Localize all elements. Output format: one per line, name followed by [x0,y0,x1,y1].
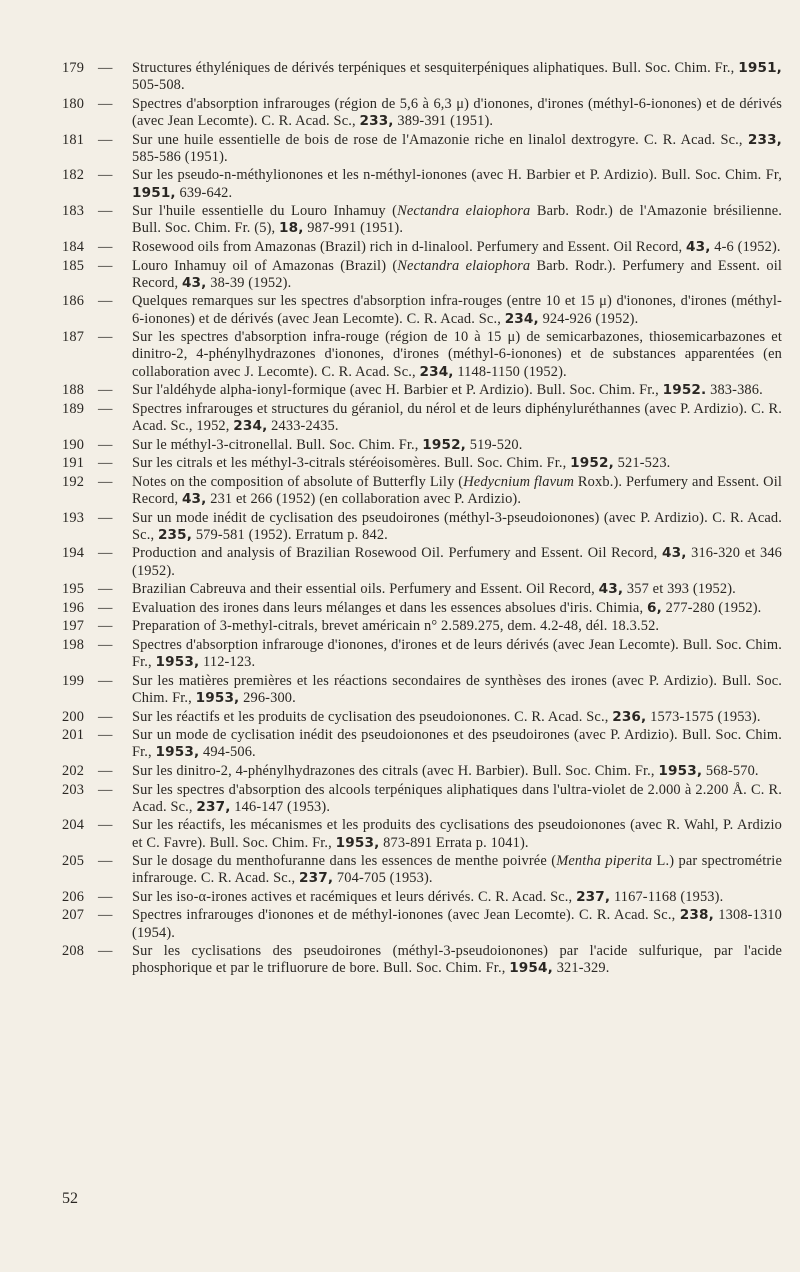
citation-volume: 234, [504,310,539,327]
entry-citation [132,709,782,726]
citation-volume: 237, [196,798,231,815]
entry-citation [132,239,782,256]
citation-volume: 18, [279,220,304,237]
citation-text: Notes on the composition of absolute of Butterfly Lily ( [132,473,464,490]
bibliography-entry [62,581,782,598]
citation-volume: 1953, [155,654,200,671]
citation-text: Sur un mode inédit de cyclisation des pseudoirones (méthyl-3-pseudoionones) (avec P. Ardizio). C. R. Acad. Sc., [132,509,782,543]
entry-number: 198 [62,636,85,653]
entry-number: 206 [62,888,85,905]
bibliography-entry [62,401,782,435]
bibliography-entry [62,382,782,399]
citation-text: 316-320 et 346 (1952). [132,545,783,579]
citation-text: Spectres infrarouges et structures du géraniol, du nérol et de leurs diphényluréthannes (avec P. Ardizio). C. R. Acad. Sc., 1952, [132,400,782,434]
citation-volume: 1953, [195,689,240,706]
entry-citation [132,943,782,977]
entry-dash: — [98,599,113,616]
citation-text: Sur les cyclisations des pseudoirones (méthyl-3-pseudoionones) par l'acide sulfurique, par l'acide phosphorique et par le trifluorure de bore. Bull. Soc. Chim. Fr., [132,943,782,977]
entry-citation [132,817,782,851]
entry-citation [132,782,782,816]
citation-text: Structures éthyléniques de dérivés terpéniques et sesquiterpéniques aliphatiques. Bull. Soc. Chim. Fr., [132,60,739,76]
citation-text: 296-300. [239,689,296,706]
citation-text: 277-280 (1952). [661,599,762,616]
citation-volume: 43, [598,581,624,598]
entry-dash: — [98,60,113,76]
entry-citation [132,96,782,130]
citation-text: Sur l'huile essentielle du Louro Inhamuy ( [132,203,398,220]
citation-text: Sur les spectres d'absorption infra-rouge (région de 10 à 15 μ) de semicarbazones, thiosemicarbazones et dinitro-2, 4-phénylhydrazones d'ionones, d'irones (méthyl-6-ionones) et de substances apparentées (en collaboration avec J. Lecomte). C. R. Acad. Sc., [132,329,782,380]
entry-citation [132,258,782,292]
bibliography-entry [62,782,782,816]
entry-number: 202 [62,762,85,779]
entry-number: 179 [62,60,85,76]
citation-species-name: Nectandra elaiophora [397,203,531,220]
citation-text: Sur les matières premières et les réactions secondaires de synthèses des irones (avec P. Ardizio). Bull. Soc. Chim. Fr., [132,672,782,706]
entry-citation [132,763,782,780]
citation-text: Production and analysis of Brazilian Rosewood Oil. Perfumery and Essent. Oil Record, [132,545,662,562]
citation-text: 873-891 Errata p. 1041). [379,834,529,851]
entry-citation [132,727,782,761]
citation-text: Sur les spectres d'absorption des alcools terpéniques aliphatiques dans l'ultra-violet de 2.000 à 2.200 Å. C. R. Acad. Sc., [132,781,782,815]
citation-volume: 237, [576,888,611,905]
entry-number: 194 [62,545,85,562]
citation-text: Spectres d'absorption infrarouges (région de 5,6 à 6,3 μ) d'ionones, d'irones (méthyl-6-ionones) et de dérivés (avec Jean Lecomte). C. R. Acad. Sc., [132,95,782,129]
entry-dash: — [98,636,113,653]
entry-number: 180 [62,95,85,112]
bibliography-entry [62,455,782,472]
bibliography-entry [62,239,782,256]
entry-dash: — [98,545,113,562]
entry-citation [132,401,782,435]
bibliography-entry [62,510,782,544]
entry-dash: — [98,238,113,255]
bibliography-entry [62,329,782,381]
citation-text: 639-642. [175,184,233,201]
entry-citation [132,637,782,671]
citation-text: Barb. Rodr.) de l'Amazonie brésilienne. Bull. Soc. Chim. Fr. (5), [132,203,782,237]
citation-text: 146-147 (1953). [230,798,331,815]
entry-citation [132,853,782,887]
entry-dash: — [98,907,113,924]
citation-volume: 233, [359,113,394,129]
citation-text: 579-581 (1952). Erratum p. 842. [192,526,388,543]
citation-text: L.) par spectrométrie infrarouge. C. R. Acad. Sc., [132,853,782,887]
entry-citation [132,329,782,381]
citation-text: 585-586 (1951). [132,148,228,165]
citation-volume: 1951, [132,184,176,201]
bibliography-entry [62,727,782,761]
citation-text: Spectres d'absorption infrarouge d'ionones, d'irones et de leurs dérivés (avec Jean Lecomte). Bull. Soc. Chim. Fr., [132,636,782,671]
citation-species-name: Nectandra elaiophora [397,257,531,274]
entry-number: 201 [62,727,85,744]
entry-dash: — [98,618,113,635]
entry-number: 190 [62,436,85,453]
citation-volume: 237, [299,870,334,887]
citation-text: 1308-1310 (1954). [132,907,783,941]
citation-volume: 1953, [155,744,200,761]
entry-citation [132,907,782,941]
entry-dash: — [98,455,113,472]
citation-species-name: Mentha piperita [556,853,653,870]
entry-number: 184 [62,238,85,255]
entry-number: 188 [62,382,85,399]
entry-dash: — [98,853,113,870]
citation-text: 519-520. [466,436,523,453]
citation-volume: 236, [612,708,647,725]
citation-volume: 1954, [509,960,553,977]
bibliography-entry [62,474,782,508]
entry-number: 182 [62,167,85,184]
citation-volume: 235, [157,526,193,543]
entry-citation [132,618,782,635]
citation-text: 383-386. [706,382,763,399]
entry-dash: — [98,257,113,274]
entry-number: 204 [62,817,85,834]
citation-text: 505-508. [132,77,185,94]
entry-citation [132,474,782,508]
citation-volume: 238, [679,907,714,924]
bibliography-entry [62,167,782,201]
citation-text: 389-391 (1951). [393,113,494,129]
entry-citation [132,167,782,201]
bibliography-entry [62,709,782,726]
citation-volume: 43, [181,274,207,291]
entry-citation [132,600,782,617]
entry-dash: — [98,167,113,184]
citation-volume: 43, [661,545,687,562]
entry-dash: — [98,400,113,417]
bibliography-entry [62,907,782,941]
entry-number: 192 [62,473,85,490]
citation-text: 357 et 393 (1952). [623,581,736,598]
entry-citation [132,581,782,598]
entry-number: 200 [62,708,85,725]
citation-text: Brazilian Cabreuva and their essential oils. Perfumery and Essent. Oil Record, [132,581,599,598]
citation-text: Preparation of 3-methyl-citrals, brevet américain n° 2.589.275, dem. 4.2-48, dél. 18.3.52. [132,618,660,635]
citation-text: 704-705 (1953). [333,870,433,887]
citation-text: Evaluation des irones dans leurs mélanges et dans les essences absolues d'iris. Chimia, [132,599,647,616]
entry-dash: — [98,473,113,490]
citation-volume: 234, [419,363,454,380]
entry-citation [132,889,782,906]
bibliography-entry [62,600,782,617]
entry-number: 185 [62,257,85,274]
entry-number: 195 [62,581,85,598]
entry-citation [132,673,782,707]
citation-volume: 1952, [570,455,614,472]
citation-text: 1573-1575 (1953). [646,708,761,725]
citation-text: 321-329. [552,960,610,977]
citation-text: Sur l'aldéhyde alpha-ionyl-formique (avec H. Barbier et P. Ardizio). Bull. Soc. Chim. Fr., [132,382,663,399]
bibliography-entry [62,817,782,851]
entry-dash: — [98,293,113,310]
citation-text: Sur les pseudo-n-méthylionones et les n-méthyl-ionones (avec H. Barbier et P. Ardizio). Bull. Soc. Chim. Fr, [132,167,782,184]
entry-dash: — [98,203,113,220]
entry-dash: — [98,817,113,834]
entry-dash: — [98,762,113,779]
entry-number: 186 [62,293,85,310]
entry-number: 208 [62,943,85,960]
entry-citation [132,455,782,472]
entry-dash: — [98,781,113,798]
citation-text: Sur une huile essentielle de bois de rose de l'Amazonie riche en linalol dextrogyre. C. R. Acad. Sc., [132,131,748,148]
citation-text: Spectres infrarouges d'ionones et de méthyl-ionones (avec Jean Lecomte). C. R. Acad. Sc., [132,907,680,924]
page-number: 52 [62,1190,78,1207]
entry-dash: — [98,943,113,960]
entry-dash: — [98,581,113,598]
citation-text: 1148-1150 (1952). [453,363,567,380]
citation-text: 112-123. [199,654,256,671]
bibliography-entry [62,437,782,454]
citation-text: 987-991 (1951). [303,220,404,237]
citation-volume: 43, [181,490,207,507]
bibliography-entry [62,853,782,887]
entry-dash: — [98,131,113,148]
entry-dash: — [98,329,113,346]
entry-number: 183 [62,203,85,220]
entry-citation [132,293,782,327]
entry-dash: — [98,708,113,725]
entry-citation [132,132,782,166]
entry-dash: — [98,436,113,453]
citation-text: Sur les dinitro-2, 4-phénylhydrazones des citrals (avec H. Barbier). Bull. Soc. Chim. Fr., [132,762,659,779]
citation-text: Sur les réactifs et les produits de cyclisation des pseudoionones. C. R. Acad. Sc., [132,708,613,725]
bibliography-entry [62,763,782,780]
entry-citation [132,437,782,454]
bibliography-entry [62,889,782,906]
entry-citation [132,203,782,237]
citation-text: Rosewood oils from Amazonas (Brazil) rich in d-linalool. Perfumery and Essent. Oil Record, [132,238,686,255]
citation-text: Roxb.). Perfumery and Essent. Oil Record, [132,473,783,507]
entry-number: 196 [62,599,85,616]
citation-volume: 1951, [738,60,782,76]
entry-dash: — [98,95,113,112]
entry-dash: — [98,382,113,399]
citation-text: Sur le méthyl-3-citronellal. Bull. Soc. Chim. Fr., [132,436,423,453]
citation-text: 1167-1168 (1953). [610,888,724,905]
citation-text: 38-39 (1952). [206,274,292,291]
citation-text: 568-570. [702,762,759,779]
citation-volume: 1952, [422,436,466,453]
citation-text: 494-506. [199,744,256,761]
entry-number: 207 [62,907,85,924]
entry-citation [132,60,782,94]
citation-text: Sur le dosage du menthofuranne dans les essences de menthe poivrée ( [132,853,557,870]
bibliography-entry [62,618,782,635]
citation-text: Quelques remarques sur les spectres d'absorption infra-rouges (entre 10 et 15 μ) d'ionones, d'irones (méthyl-6-ionones) et de dérivés (avec Jean Lecomte). C. R. Acad. Sc., [132,293,782,327]
entry-dash: — [98,888,113,905]
citation-volume: 234, [233,417,268,434]
entry-citation [132,382,782,399]
entry-number: 187 [62,329,85,346]
entry-number: 191 [62,455,85,472]
entry-number: 197 [62,618,85,635]
bibliography-entry [62,132,782,166]
citation-volume: 233, [747,131,782,148]
entry-dash: — [98,672,113,689]
bibliography-entry [62,673,782,707]
citation-text: 924-926 (1952). [538,310,639,327]
bibliography-entry [62,60,782,94]
citation-text: Sur les citrals et les méthyl-3-citrals stéréoisomères. Bull. Soc. Chim. Fr., [132,455,571,472]
citation-volume: 1953, [335,834,380,851]
entry-number: 203 [62,781,85,798]
bibliography-entry [62,258,782,292]
bibliography-entry [62,637,782,671]
citation-species-name: Hedycnium flavum [463,473,575,490]
bibliography-entry [62,293,782,327]
entry-number: 193 [62,509,85,526]
entry-dash: — [98,509,113,526]
citation-text: 2433-2435. [267,417,339,434]
citation-text: Sur les réactifs, les mécanismes et les produits des cyclisations des pseudoionones (avec R. Wahl, P. Ardizio et C. Favre). Bull. Soc. Chim. Fr., [132,817,782,851]
citation-volume: 6, [646,599,662,616]
entry-number: 199 [62,672,85,689]
bibliography-list [62,60,782,978]
entry-number: 189 [62,400,85,417]
bibliography-entry [62,203,782,237]
citation-volume: 1953, [658,762,703,779]
bibliography-entry [62,96,782,130]
citation-text: Louro Inhamuy oil of Amazonas (Brazil) ( [132,257,398,274]
entry-citation [132,510,782,544]
citation-text: 231 et 266 (1952) (en collaboration avec P. Ardizio). [206,490,522,507]
entry-citation [132,545,782,579]
citation-text: Sur les iso-α-irones actives et racémiques et leurs dérivés. C. R. Acad. Sc., [132,888,577,905]
entry-number: 181 [62,131,85,148]
bibliography-entry [62,943,782,977]
citation-text: 521-523. [613,455,671,472]
entry-dash: — [98,727,113,744]
citation-text: 4-6 (1952). [710,238,781,255]
entry-number: 205 [62,853,85,870]
citation-text: Barb. Rodr.). Perfumery and Essent. oil Record, [132,257,782,291]
citation-volume: 1952. [662,382,707,399]
bibliography-entry [62,545,782,579]
citation-volume: 43, [685,238,711,255]
citation-text: Sur un mode de cyclisation inédit des pseudoionones et des pseudoirones (avec P. Ardizio). Bull. Soc. Chim. Fr., [132,727,782,761]
